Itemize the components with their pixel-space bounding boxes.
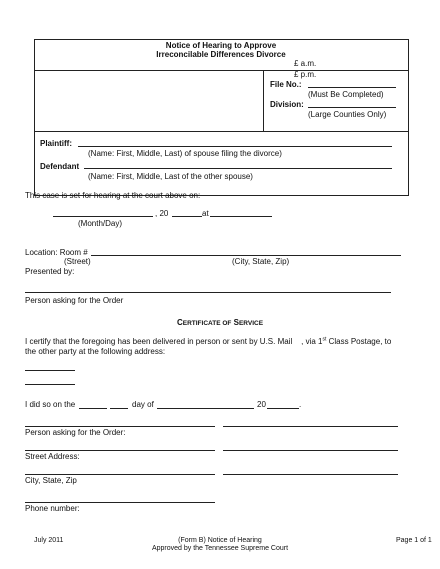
heading-ertificate-of: ERTIFICATE OF	[182, 320, 232, 327]
time-field[interactable]	[210, 216, 272, 217]
file-no-field[interactable]	[308, 87, 396, 88]
title-line-1: Notice of Hearing to Approve	[165, 41, 277, 50]
street-note: (Street)	[64, 257, 91, 266]
hearing-intro: This case is set for hearing at the court above on:	[25, 191, 201, 200]
footer-form-line-2: Approved by the Tennessee Supreme Court	[151, 545, 289, 552]
heading-cap-s: S	[233, 318, 239, 327]
defendant-note: (Name: First, Middle, Last of the other spouse)	[88, 172, 253, 181]
signature-line-left-3[interactable]	[25, 474, 215, 475]
signature-line-right-1[interactable]	[223, 426, 398, 427]
person-asking-field[interactable]	[25, 292, 391, 293]
certify-text-line-2: the other party at the following address:	[25, 347, 166, 356]
did-so-field-2[interactable]	[110, 408, 128, 409]
plaintiff-note: (Name: First, Middle, Last) of spouse filing the divorce)	[88, 149, 282, 158]
phone-line[interactable]	[25, 502, 215, 503]
defendant-label: Defendant	[40, 162, 80, 171]
location-field[interactable]	[91, 255, 401, 256]
header-vertical-divider	[263, 70, 264, 131]
signature-line-right-2[interactable]	[223, 450, 398, 451]
did-so-on-label: I did so on the	[25, 400, 76, 409]
heading-ervice: ERVICE	[238, 320, 264, 327]
twenty-label: 20	[257, 400, 266, 409]
address-field-1[interactable]	[25, 370, 75, 371]
year-prefix: , 20	[155, 209, 169, 218]
period: .	[299, 400, 302, 409]
footer-date: July 2011	[34, 537, 64, 544]
month-day-field[interactable]	[53, 216, 153, 217]
file-no-label: File No.:	[270, 80, 302, 89]
certify-text-c: Class Postage, to	[326, 337, 392, 346]
header-divider	[34, 70, 408, 71]
did-so-field-1[interactable]	[79, 408, 107, 409]
presented-by: Presented by:	[25, 267, 75, 276]
defendant-field[interactable]	[84, 168, 392, 169]
certify-sup: st	[322, 336, 327, 343]
street-address-label: Street Address:	[25, 452, 80, 461]
certificate-heading	[0, 319, 440, 328]
year-of-service-field[interactable]	[267, 408, 299, 409]
day-of-label: day of	[132, 400, 154, 409]
footer-page: Page 1 of 1	[396, 537, 432, 544]
file-no-note: (Must Be Completed)	[308, 90, 384, 99]
division-field[interactable]	[308, 107, 396, 108]
person-asking-label: Person asking for the Order	[25, 296, 124, 305]
day-of-field[interactable]	[157, 408, 254, 409]
heading-cap-c: C	[176, 318, 183, 327]
certify-text-a: I certify that the foregoing has been delivered in person or sent by U.S. Mail	[25, 337, 293, 346]
division-note: (Large Counties Only)	[308, 110, 387, 119]
phone-label: Phone number:	[25, 504, 80, 513]
signature-line-left-2[interactable]	[25, 450, 215, 451]
city-note: (City, State, Zip)	[232, 257, 290, 266]
title-line-2: Irreconcilable Differences Divorce	[156, 50, 286, 59]
caption-divider	[34, 131, 408, 132]
pm-checkbox[interactable]: £ p.m.	[294, 70, 317, 79]
division-label: Division:	[270, 100, 304, 109]
cert-person-asking-label: Person asking for the Order:	[25, 428, 126, 437]
at-label: at	[202, 209, 209, 218]
location-label: Location: Room #	[25, 248, 88, 257]
certify-text-line-1	[25, 338, 391, 346]
address-field-2[interactable]	[25, 384, 75, 385]
signature-line-right-3[interactable]	[223, 474, 398, 475]
certify-text-b: , via 1	[301, 337, 323, 346]
signature-line-left-1[interactable]	[25, 426, 215, 427]
city-state-zip-label: City, State, Zip	[25, 476, 77, 485]
month-day-note: (Month/Day)	[78, 219, 123, 228]
year-field[interactable]	[172, 216, 202, 217]
plaintiff-field[interactable]	[78, 146, 392, 147]
plaintiff-label: Plaintiff:	[40, 139, 72, 148]
footer-form-line-1: (Form B) Notice of Hearing	[178, 537, 262, 544]
am-checkbox[interactable]: £ a.m.	[294, 59, 317, 68]
